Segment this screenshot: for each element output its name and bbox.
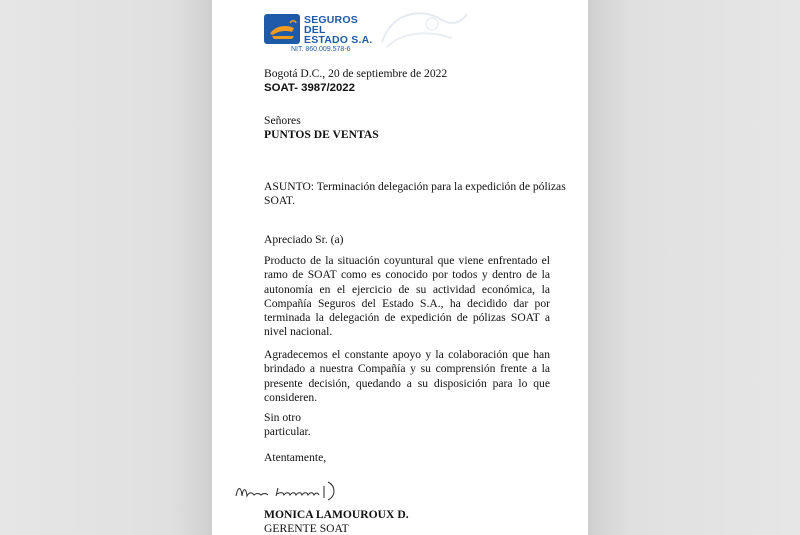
sign-off: Atentamente, <box>264 451 327 464</box>
company-nit: NIT. 860.009.578-6 <box>291 46 351 53</box>
company-name-line: SEGUROS <box>304 14 358 26</box>
place-date: Bogotá D.C., 20 de septiembre de 2022 <box>264 67 448 80</box>
company-name-line: ESTADO S.A. <box>304 34 373 46</box>
reference-number: SOAT- 3987/2022 <box>264 82 355 94</box>
company-name-line: DEL <box>304 24 326 36</box>
subject-line-1: ASUNTO: Terminación delegación para la expedición de pólizas <box>264 180 566 193</box>
lamp-icon <box>264 14 300 44</box>
right-background <box>588 0 800 535</box>
subject-line-2: SOAT. <box>264 194 296 207</box>
signer-name: MONICA LAMOUROUX D. <box>264 508 409 521</box>
signer-title: GERENTE SOAT <box>264 522 349 535</box>
closing-line-2: particular. <box>264 425 311 438</box>
left-background <box>0 0 212 535</box>
company-name <box>304 15 373 45</box>
closing-line-1: Sin otro <box>264 411 302 424</box>
letter-page <box>212 0 588 535</box>
greeting: Apreciado Sr. (a) <box>264 233 344 246</box>
salutation-to: Señores <box>264 114 301 127</box>
recipient: PUNTOS DE VENTAS <box>264 128 379 141</box>
company-logo <box>264 14 394 58</box>
body-paragraph-1: Producto de la situación coyuntural que viene enfrentado el ramo de SOAT como es conocido por todos y dentro de la autonomía en el ejercicio de su actividad económica, la Compañía Seguros del Estado S.A., ha decidido dar por terminada la delegación de expedición de pólizas SOAT a nivel nacional. <box>264 254 550 339</box>
body-paragraph-2: Agradecemos el constante apoyo y la colaboración que han brindado a nuestra Compañía y su comprensión frente a la presente decisión, quedando a su disposición para lo que consideren. <box>264 348 550 404</box>
handwritten-signature <box>232 478 342 506</box>
